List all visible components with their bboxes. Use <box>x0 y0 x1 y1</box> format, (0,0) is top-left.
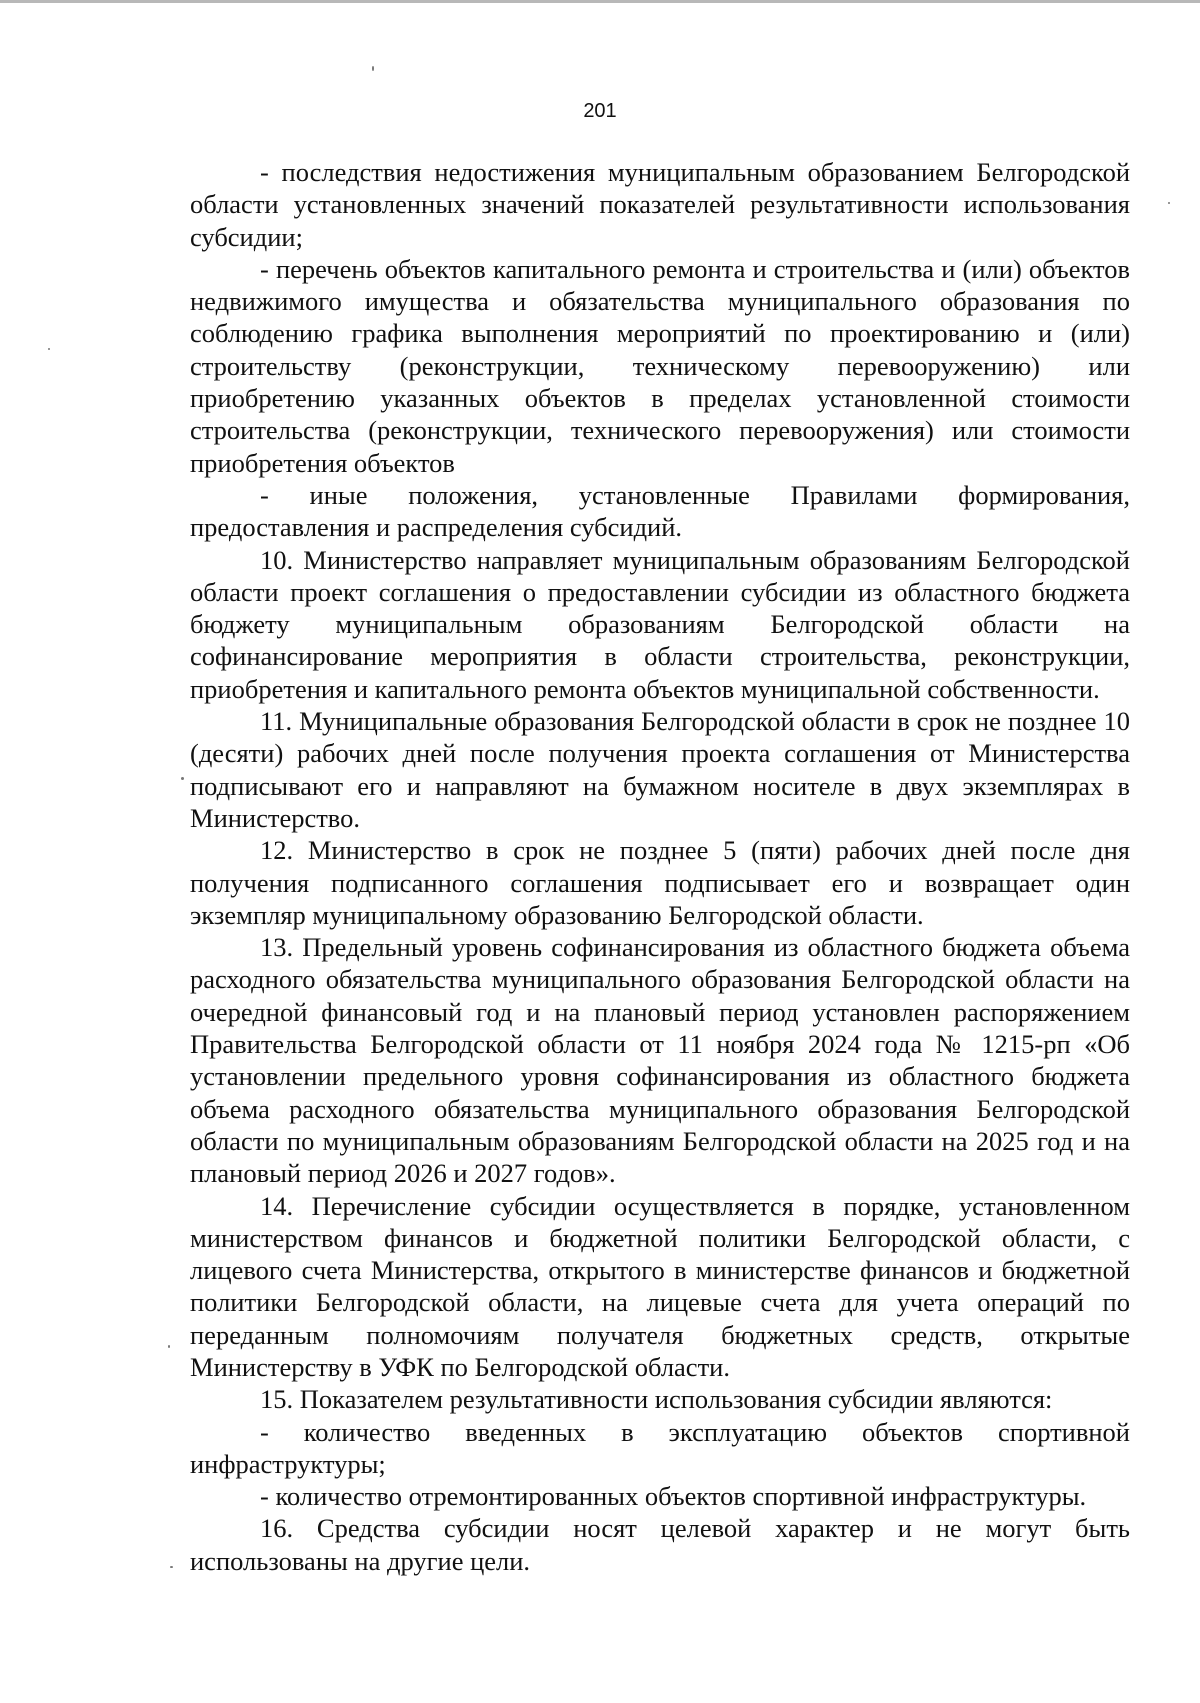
paragraph-12: 12. Министерство в срок не позднее 5 (пяти) рабочих дней после дня получения подписанного соглашения подписывает его и возвращает один экземпляр муниципальному образованию Белгородской области. <box>190 835 1130 930</box>
paragraph-other-provisions-item: - иные положения, установленные Правилами формирования, предоставления и распределения субсидий. <box>190 479 1130 543</box>
page-number: 201 <box>583 100 617 122</box>
scan-speck <box>170 1566 173 1568</box>
paragraph-14: 14. Перечисление субсидии осуществляется в порядке, установленном министерством финансов и бюджетной политики Белгородской области, с лицевого счета Министерства, открытого в министерстве финансов и бюджетной политики Белгородской области, на лицевые счета для учета операций по переданным полномочиям получателя бюджетных средств, открытые Министерству в УФК по Белгородской области. <box>190 1190 1130 1382</box>
paragraph-15: 15. Показателем результативности использования субсидии являются: <box>260 1384 1053 1415</box>
paragraph-10: 10. Министерство направляет муниципальным образованиям Белгородской области проект соглашения о предоставлении субсидии из областного бюджета бюджету муниципальным образованиям Белгородской области на софинансирование мероприятия в области строительства, реконструкции, приобретения и капитального ремонта объектов муниципальной собственности. <box>190 544 1130 704</box>
scan-top-edge <box>0 0 1200 3</box>
scan-speck <box>48 348 50 350</box>
scan-speck <box>181 777 184 780</box>
paragraph-16: 16. Средства субсидии носят целевой характер и не могут быть использованы на другие цели. <box>190 1513 1130 1576</box>
paragraph-11: 11. Муниципальные образования Белгородской области в срок не позднее 10 (десяти) рабочих дней после получения проекта соглашения от Министерства подписывают его и направляют на бумажном носителе в двух экземплярах в Министерство. <box>190 706 1130 833</box>
paragraph-consequences-item: - последствия недостижения муниципальным образованием Белгородской области установленных значений показателей результативности использования субсидии; <box>190 157 1130 252</box>
paragraph-indicator-commissioned: - количество введенных в эксплуатацию объектов спортивной инфраструктуры; <box>190 1416 1130 1479</box>
paragraph-objects-list-item: - перечень объектов капитального ремонта и строительства и (или) объектов недвижимого имущества и обязательства муниципального образования по соблюдению графика выполнения мероприятий по проектированию и (или) строительству (реконструкции, техническому перевооружению) или приобретению указанных объектов в пределах установленной стоимости строительства (реконструкции, технического перевооружения) или стоимости приобретения объектов <box>190 253 1130 478</box>
scan-speck <box>168 1345 170 1348</box>
scan-speck <box>372 66 374 71</box>
scan-speck <box>1168 202 1170 204</box>
paragraph-13: 13. Предельный уровень софинансирования из областного бюджета объема расходного обязательства муниципального образования Белгородской области на очередной финансовый год и на плановый период установлен распоряжением Правительства Белгородской области от 11 ноября 2024 года № 1215-рп «Об установлении предельного уровня софинансирования из областного бюджета объема расходного обязательства муниципального образования Белгородской области по муниципальным образованиям Белгородской области на 2025 год и на плановый период 2026 и 2027 годов». <box>190 932 1130 1189</box>
paragraph-indicator-repaired: - количество отремонтированных объектов спортивной инфраструктуры. <box>260 1481 1087 1512</box>
document-body <box>190 156 1130 1577</box>
